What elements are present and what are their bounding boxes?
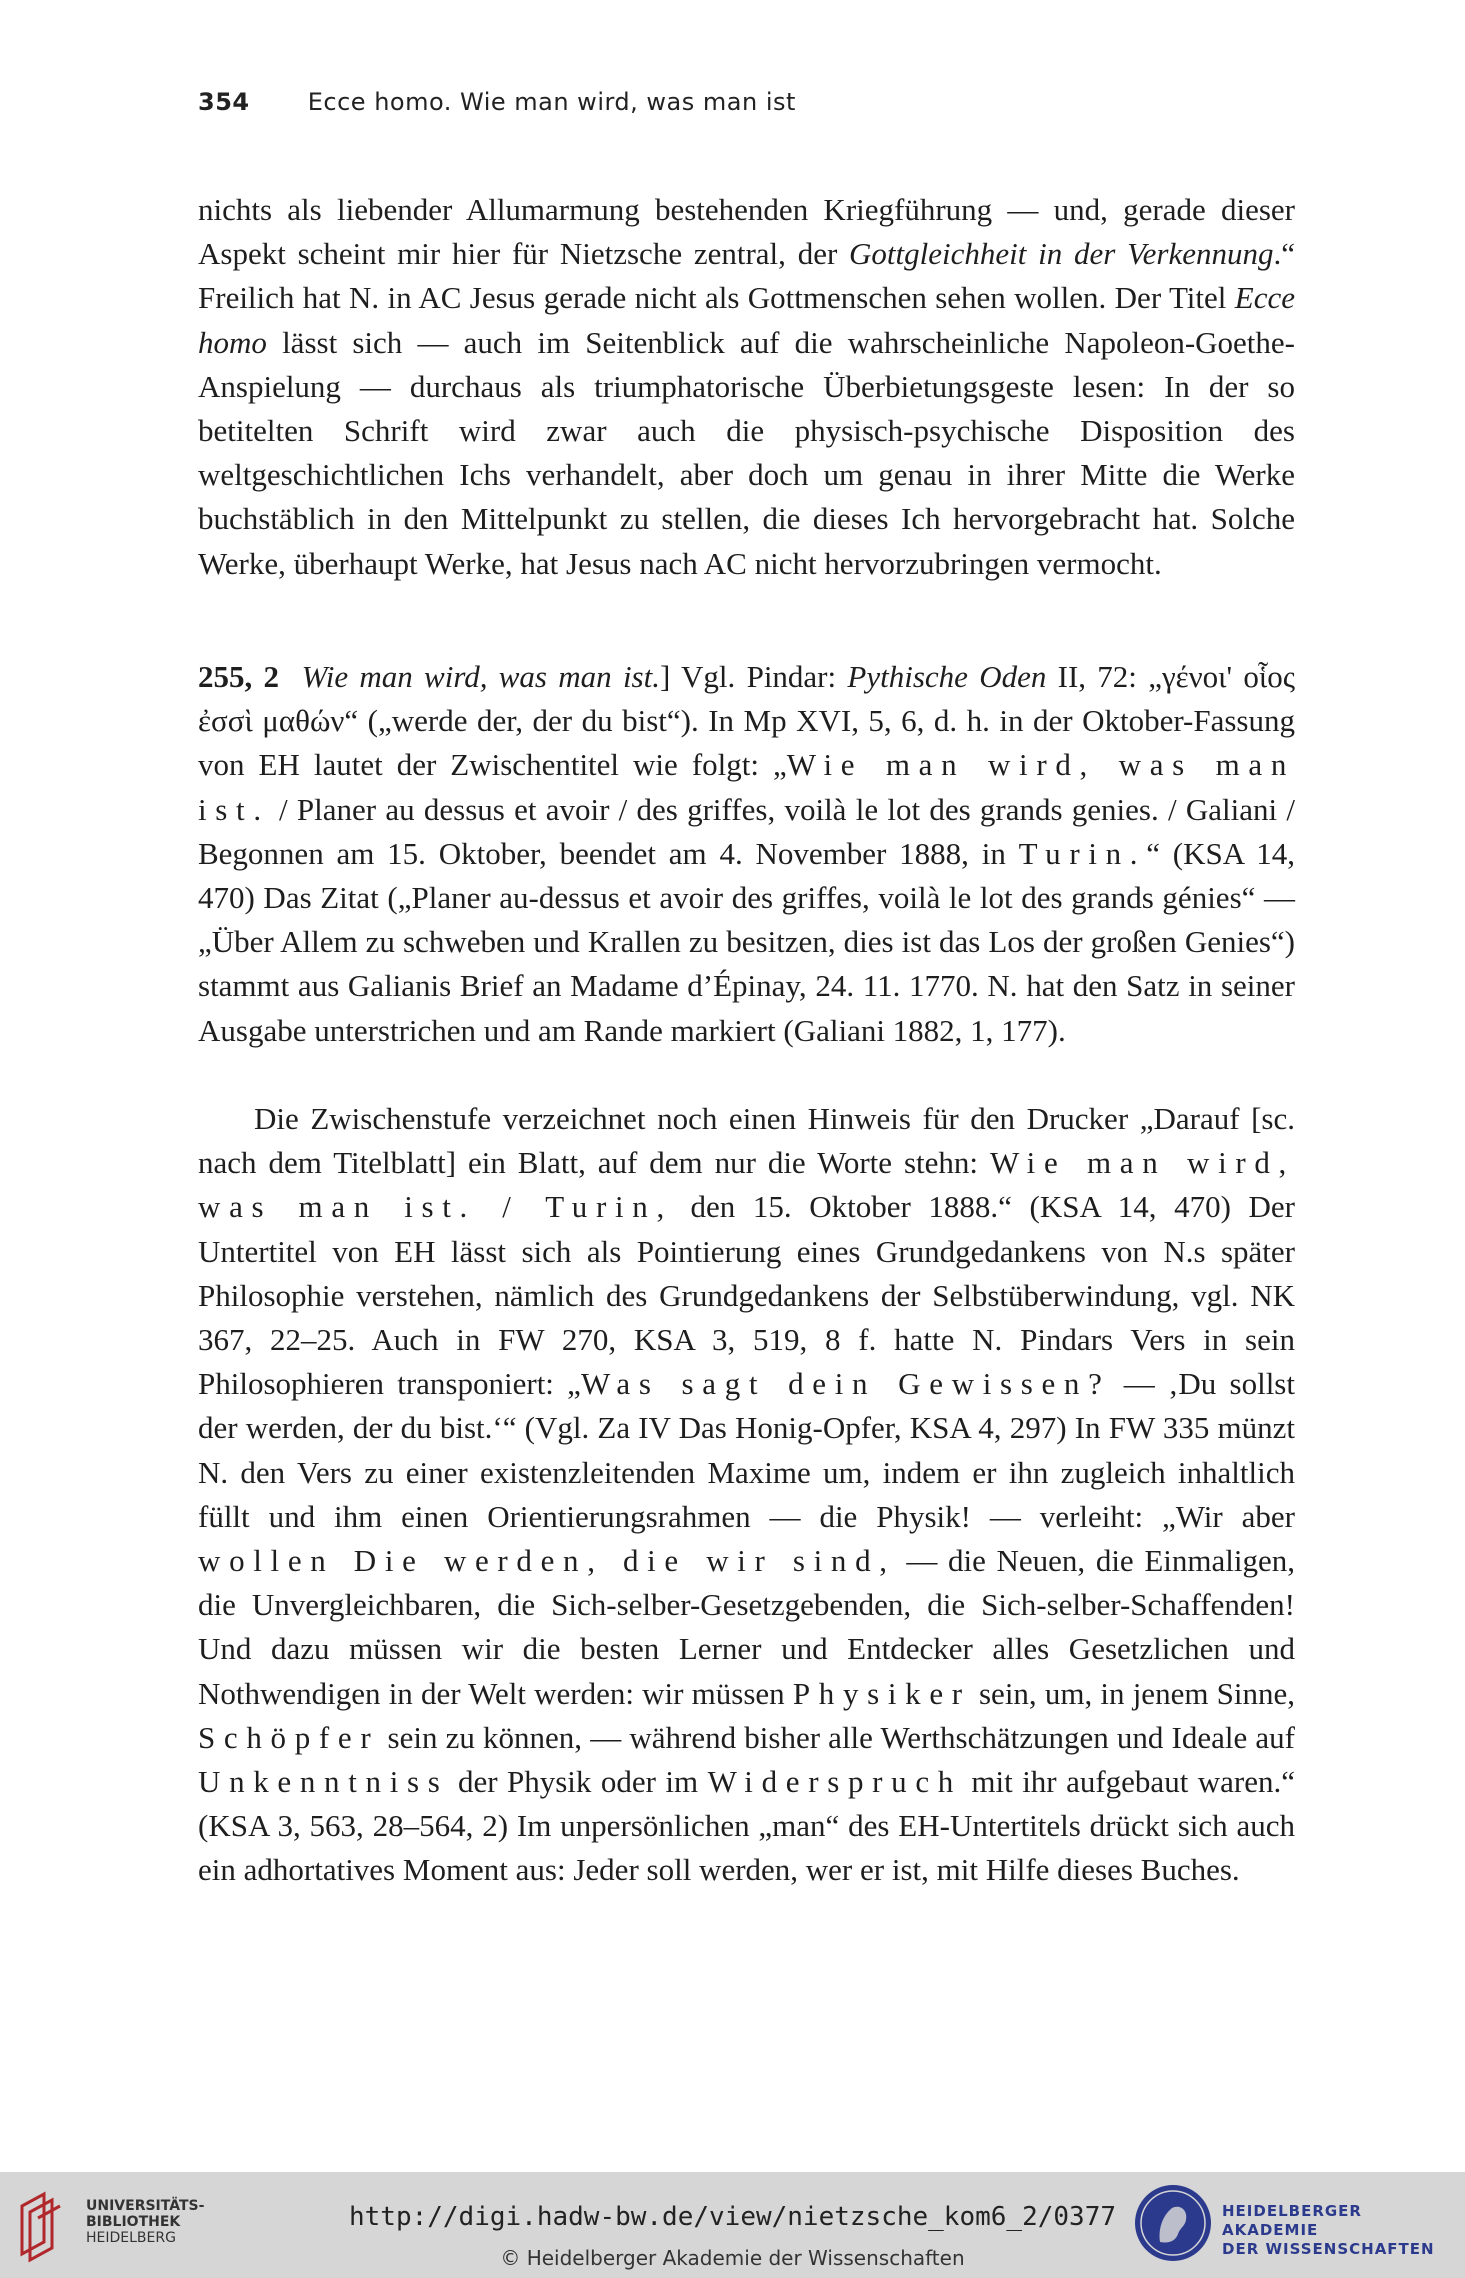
- text-run: Die Zwischenstufe verzeichnet noch einen Hinweis für den Drucker „Darauf [sc. nach dem Titelblatt] ein Blatt, auf dem nur die Worte stehn:: [198, 1101, 1295, 1181]
- paragraph-continuation: [198, 188, 1295, 586]
- text-run: den 15. Oktober 1888.“ (KSA 14, 470) Der Untertitel von EH lässt sich als Pointierung eines Grundgedankens von N.s später Philosophie verstehen, nämlich des Grundgedankens der Selbstüberwindung, vgl. NK 367, 22–25. Auch in FW 270, KSA 3, 519, 8 f. hatte N. Pindars Vers in sein Philosophieren transponiert: „: [198, 1189, 1295, 1402]
- footer-bar: [0, 2172, 1465, 2278]
- lemma-text: Wie man wird, was man ist.: [301, 659, 660, 694]
- spaced-run: Turin.: [1018, 835, 1147, 871]
- spaced-run: Wie man wird, was man ist. / Turin,: [198, 1145, 1295, 1225]
- spaced-run: wollen Die werden, die wir sind,: [198, 1543, 896, 1579]
- spaced-run: Widerspruch: [707, 1764, 962, 1800]
- commentary-entry: [198, 655, 1295, 1053]
- text-run: der Physik oder im: [448, 1764, 708, 1800]
- italic-run: Gottgleichheit in der Verkennung: [849, 236, 1274, 272]
- spaced-run: Unkenntniss: [198, 1764, 449, 1800]
- spaced-run: Was sagt dein Gewissen?: [580, 1366, 1111, 1402]
- text-run: — die Neuen, die Einmaligen, die Unvergleichbaren, die Sich-selber-Gesetzgebenden, die Sich-selber-Schaffenden! Und dazu müssen wir die besten Lerner und Entdecker alles Gesetzlichen und Nothwendigen in der Welt werden: wir müssen: [198, 1543, 1295, 1711]
- text-run: ] Vgl. Pindar:: [660, 659, 848, 694]
- text-run: — ‚Du sollst der werden, der du bist.‘“ (Vgl. Za IV Das Honig-Opfer, KSA 4, 297) In FW 335 münzt N. den Vers zu einer existenzleitenden Maxime um, indem er ihn zugleich inhaltlich füllt und ihm einen Orientierungsrahmen — die Physik! — verleiht: „Wir aber: [198, 1366, 1295, 1534]
- text-run: nichts als liebender Allumarmung bestehenden Kriegführung — und, gerade dieser Aspekt scheint mir hier für Nietzsche zentral, der: [198, 192, 1295, 272]
- academy-seal-icon: [1130, 2180, 1216, 2266]
- running-title: Ecce homo. Wie man wird, was man ist: [307, 88, 796, 116]
- text-run: lässt sich — auch im Seitenblick auf die wahrscheinliche Napoleon-Goethe-Anspielung — durchaus als triumphatorische Überbietungsgeste lesen: In der so betitelten Schrift wird zwar auch die physisch-psychische Disposition des weltgeschichtlichen Ichs verhandelt, aber doch um genau in ihrer Mitte die Werke buchstäblich in den Mittelpunkt zu stellen, die dieses Ich hervorgebracht hat. Solche Werke, überhaupt Werke, hat Jesus nach AC nicht hervorzubringen vermocht.: [198, 324, 1295, 581]
- logo-text: BIBLIOTHEK: [86, 2214, 181, 2230]
- text-run: “ (KSA 14, 470) Das Zitat („Planer au-dessus et avoir des griffes, voilà le lot des grands génies“ — „Über Allem zu schweben und Krallen zu besitzen, dies ist das Los der großen Genies“) stammt aus Galianis Brief an Madame d’Épinay, 24. 11. 1770. N. hat den Satz in seiner Ausgabe unterstrichen und am Rande markiert (Galiani 1882, 1, 177).: [198, 835, 1295, 1048]
- text-run: II, 72: „γένοι' οἷος ἐσσὶ μαθών“ („werde der, der du bist“). In Mp XVI, 5, 6, d. h. in der Oktober-Fassung von EH lautet der Zwischentitel wie folgt: „: [198, 659, 1296, 783]
- page-number: 354: [198, 88, 250, 116]
- text-run: mit ihr aufgebaut waren.“ (KSA 3, 563, 28–564, 2) Im unpersönlichen „man“ des EH-Untertitels drückt sich auch ein adhortatives Moment aus: Jeder soll werden, wer er ist, mit Hilfe dieses Buches.: [198, 1764, 1295, 1888]
- academy-logo[interactable]: [1130, 2180, 1460, 2270]
- lemma-reference: 255, 2: [198, 659, 280, 694]
- spaced-run: Schöpfer: [198, 1719, 380, 1755]
- spaced-run: Physiker: [792, 1675, 971, 1711]
- logo-text: HEIDELBERGER AKADEMIE: [1222, 2202, 1362, 2239]
- commentary-paragraph: [198, 1097, 1295, 1893]
- copyright-notice: © Heidelberger Akademie der Wissenschaften: [500, 2246, 965, 2270]
- text-run: sein zu können, — während bisher alle Werthschätzungen und Ideale auf: [379, 1719, 1295, 1755]
- logo-text: UNIVERSITÄTS-: [86, 2198, 205, 2214]
- text-run: / Planer au dessus et avoir / des griffes, voilà le lot des grands genies. / Galiani / Begonnen am 15. Oktober, beendet am 4. November 1888, in: [198, 791, 1295, 871]
- running-header: [198, 88, 796, 116]
- text-run: .“ Freilich hat N. in AC Jesus gerade nicht als Gottmenschen sehen wollen. Der Titel: [198, 236, 1295, 316]
- source-url-link[interactable]: http://digi.hadw-bw.de/view/nietzsche_kom6_2/0377: [348, 2202, 1116, 2232]
- logo-text: DER WISSENSCHAFTEN: [1222, 2240, 1435, 2258]
- italic-run: Pythische Oden: [847, 659, 1047, 694]
- spaced-run: Wie man wird, was man ist.: [198, 747, 1296, 827]
- italic-run: Ecce homo: [198, 280, 1295, 360]
- text-run: sein, um, in jenem Sinne,: [970, 1675, 1295, 1711]
- logo-text: HEIDELBERG: [86, 2230, 176, 2246]
